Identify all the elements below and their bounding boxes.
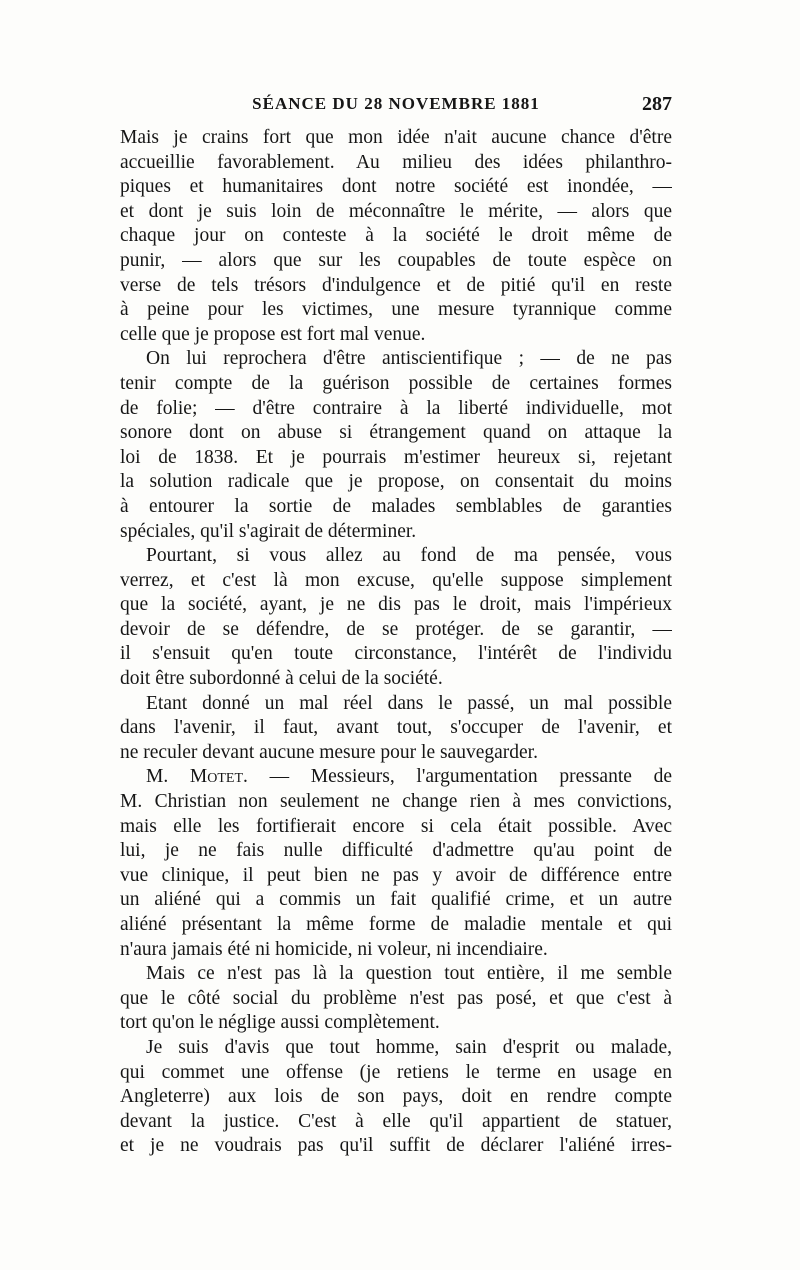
text-line: tenir compte de la guérison possible de certaines formes [120, 372, 672, 394]
text-line: aliéné présentant la même forme de maladie mentale et qui [120, 914, 672, 935]
text-line: vue clinique, il peut bien ne pas y avoir de différence entre [120, 864, 672, 886]
text-line: sonore dont on abuse si étrangement quand on attaque la [120, 422, 672, 444]
text-line: doit être subordonné à celui de la société. [120, 668, 443, 690]
speaker-line [120, 765, 672, 790]
running-head [120, 90, 672, 118]
text-line: de folie; — d'être contraire à la liberté individuelle, mot [120, 397, 672, 419]
text-line: mais elle les fortifierait encore si cela était possible. Avec [120, 815, 672, 837]
text-line: Je suis d'avis que tout homme, sain d'esprit ou malade, [146, 1036, 672, 1058]
page-number: 287 [642, 93, 672, 115]
text-line: Pourtant, si vous allez au fond de ma pensée, vous [146, 545, 672, 567]
text-line: tort qu'on le néglige aussi complètement. [120, 1012, 440, 1034]
text-line: qui commet une offense (je retiens le terme en usage en [120, 1061, 672, 1083]
text-line: spéciales, qu'il s'agirait de déterminer. [120, 520, 417, 542]
text-line: punir, — alors que sur les coupables de toute espèce on [120, 249, 672, 271]
speaker-name: M. Motet. [146, 766, 248, 788]
text-line: il s'ensuit qu'en toute circonstance, l'intérêt de l'individu [120, 643, 672, 665]
text-line: M. Christian non seulement ne change rien à mes convictions, [120, 791, 672, 813]
text-line: — Messieurs, l'argumentation pressante de [269, 766, 672, 788]
text-line: que la société, ayant, je ne dis pas le droit, mais l'impérieux [120, 594, 672, 616]
text-line: devant la justice. C'est à elle qu'il appartient de statuer, [120, 1110, 672, 1132]
text-line: chaque jour on conteste à la société le droit même de [120, 225, 672, 247]
text-line: un aliéné qui a commis un fait qualifié crime, et un autre [120, 889, 672, 911]
text-line: Mais je crains fort que mon idée n'ait aucune chance d'être [120, 127, 672, 148]
text-line: devoir de se défendre, de se protéger. de se garantir, — [120, 618, 672, 640]
text-line: piques et humanitaires dont notre société est inondée, — [120, 176, 672, 198]
text-line: la solution radicale que je propose, on consentait du moins [120, 471, 672, 493]
body-text [120, 126, 672, 1159]
text-line: verse de tels trésors d'indulgence et de pitié qu'il en reste [120, 274, 672, 296]
text-line: et dont je suis loin de méconnaître le mérite, — alors que [120, 200, 672, 222]
text-line: Etant donné un mal réel dans le passé, un mal possible [146, 692, 672, 714]
text-line: n'aura jamais été ni homicide, ni voleur, ni incendiaire. [120, 938, 548, 960]
text-line: celle que je propose est fort mal venue. [120, 323, 426, 345]
text-line: à entourer la sortie de malades semblables de garanties [120, 495, 672, 517]
text-line: Angleterre) aux lois de son pays, doit en rendre compte [120, 1086, 672, 1108]
text-line: On lui reprochera d'être antiscientifique ; — de ne pas [146, 348, 672, 370]
text-line: à peine pour les victimes, une mesure tyrannique comme [120, 299, 672, 321]
text-line: dans l'avenir, il faut, avant tout, s'occuper de l'avenir, et [120, 717, 672, 739]
text-line: Mais ce n'est pas là la question tout entière, il me semble [146, 963, 672, 985]
running-title: SÉANCE DU 28 NOVEMBRE 1881 [252, 94, 540, 113]
text-line: que le côté social du problème n'est pas posé, et que c'est à [120, 987, 672, 1009]
text-line: et je ne voudrais pas qu'il suffit de déclarer l'aliéné irres- [120, 1135, 672, 1157]
text-line: verrez, et c'est là mon excuse, qu'elle suppose simplement [120, 569, 672, 591]
text-line: ne reculer devant aucune mesure pour le sauvegarder. [120, 741, 538, 763]
text-line: accueillie favorablement. Au milieu des idées philanthro- [120, 151, 672, 173]
text-line: lui, je ne fais nulle difficulté d'admettre qu'au point de [120, 840, 672, 862]
text-line: loi de 1838. Et je pourrais m'estimer heureux si, rejetant [120, 446, 672, 468]
